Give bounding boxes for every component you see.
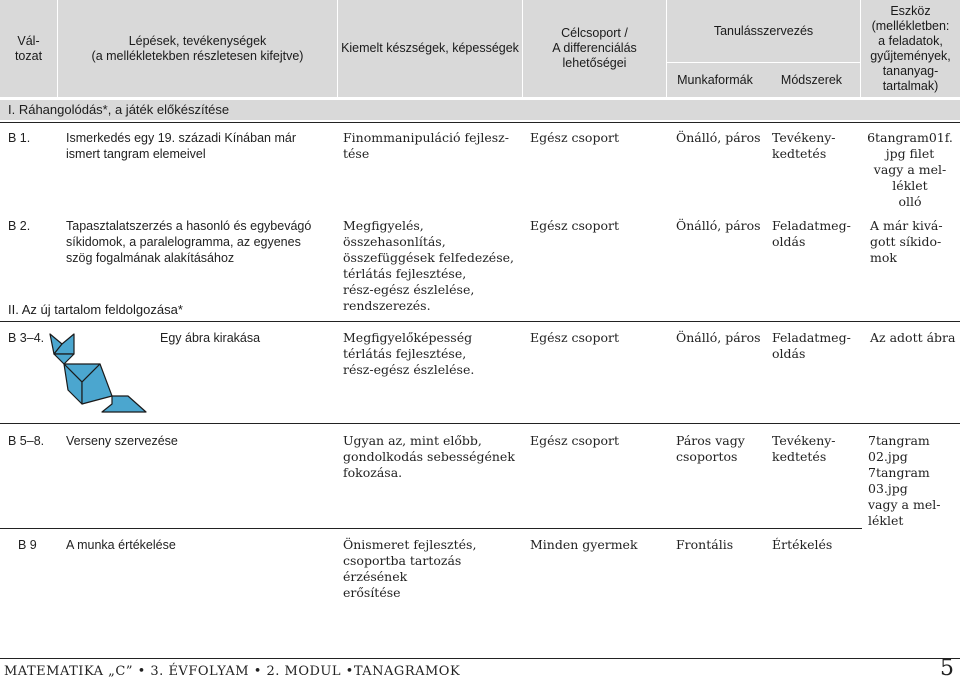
row-method: Tevékeny- kedtetés bbox=[772, 433, 836, 464]
divider bbox=[0, 528, 862, 529]
row-variant: B 1. bbox=[8, 131, 31, 145]
row-work-form: Frontális bbox=[676, 537, 734, 552]
row-skills: Finommanipuláció fejlesz- tése bbox=[343, 130, 509, 161]
row-step: Egy ábra kirakása bbox=[160, 331, 261, 345]
row-method: Feladatmeg- oldás bbox=[772, 330, 851, 361]
row-method: Tevékeny- kedtetés bbox=[772, 130, 836, 161]
header-variant: Vál- tozat bbox=[14, 33, 43, 63]
row-work-form: Önálló, páros bbox=[676, 218, 761, 233]
header-work-forms: Munkaformák bbox=[677, 72, 753, 87]
row-work-form: Páros vagy csoportos bbox=[676, 433, 745, 464]
footer-text: MATEMATIKA „C” • 3. ÉVFOLYAM • 2. MODUL •TANAGRAMOK bbox=[4, 664, 461, 679]
header-learning-organisation: Tanulásszervezés bbox=[713, 23, 814, 38]
header-steps: Lépések, tevékenységek (a mellékletekben részletesen kifejtve) bbox=[91, 33, 304, 63]
divider bbox=[0, 122, 960, 123]
row-group: Egész csoport bbox=[530, 433, 619, 448]
row-work-form: Önálló, páros bbox=[676, 130, 761, 145]
row-group: Egész csoport bbox=[530, 330, 619, 345]
header-methods: Módszerek bbox=[780, 72, 843, 87]
row-skills: Önismeret fejlesztés, csoportba tartozás érzésének erősítése bbox=[343, 537, 477, 600]
divider bbox=[0, 423, 960, 424]
page-number: 5 bbox=[940, 656, 954, 681]
row-method: Feladatmeg- oldás bbox=[772, 218, 851, 249]
tangram-cat-icon bbox=[48, 332, 150, 416]
header-skills: Kiemelt készségek, képességek bbox=[341, 41, 519, 55]
header-tools: Eszköz (mellékletben: a feladatok, gyűjtemények, tananyag- tartalmak) bbox=[870, 3, 951, 93]
row-tools: Az adott ábra bbox=[870, 330, 956, 345]
footer-divider bbox=[0, 658, 960, 659]
row-tools: 7tangram 02.jpg 7tangram 03.jpg vagy a mel- léklet bbox=[868, 433, 941, 528]
row-variant: B 5–8. bbox=[8, 434, 45, 448]
divider bbox=[0, 321, 960, 322]
row-variant: B 9 bbox=[18, 538, 37, 552]
header-target-group: Célcsoport / A differenciálás lehetőségei bbox=[552, 26, 637, 70]
row-group: Minden gyermek bbox=[530, 537, 638, 552]
row-skills: Ugyan az, mint előbb, gondolkodás sebességének fokozása. bbox=[343, 433, 515, 480]
row-step: Verseny szervezése bbox=[66, 434, 178, 448]
row-group: Egész csoport bbox=[530, 130, 619, 145]
section-heading: II. Az új tartalom feldolgozása* bbox=[8, 302, 183, 317]
row-work-form: Önálló, páros bbox=[676, 330, 761, 345]
row-tools: A már kivá- gott síkido- mok bbox=[870, 218, 943, 265]
row-group: Egész csoport bbox=[530, 218, 619, 233]
row-tools: 6tangram01f. jpg filet vagy a mel- léklet olló bbox=[867, 130, 953, 209]
row-variant: B 3–4. bbox=[8, 331, 45, 345]
row-step: A munka értékelése bbox=[66, 538, 176, 552]
row-skills: Megfigyelés, összehasonlítás, összefüggések felfedezése, térlátás fejlesztése, rész-egész észlelése, rendszerezés. bbox=[343, 218, 514, 313]
row-step: Tapasztalatszerzés a hasonló és egybevágó síkidomok, a paralelogramma, az egyenes szög fogalmának alakításához bbox=[66, 219, 312, 265]
table-header bbox=[0, 0, 960, 97]
row-variant: B 2. bbox=[8, 219, 31, 233]
row-skills: Megfigyelőképesség térlátás fejlesztése, rész-egész észlelése. bbox=[343, 330, 475, 377]
row-method: Értékelés bbox=[772, 537, 833, 552]
section-heading: I. Ráhangolódás*, a játék előkészítése bbox=[0, 100, 960, 120]
row-step: Ismerkedés egy 19. századi Kínában már ismert tangram elemeivel bbox=[66, 131, 296, 161]
